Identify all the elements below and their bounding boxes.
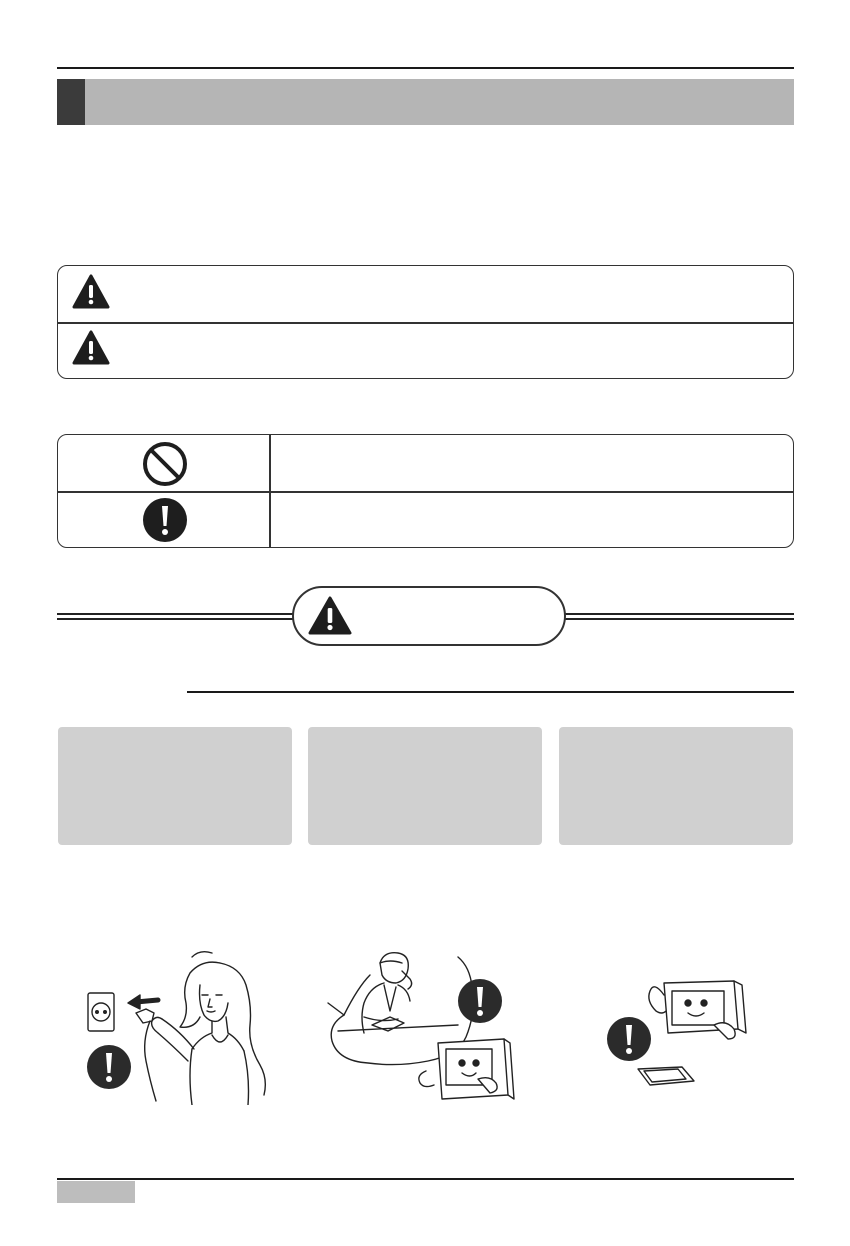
warning-banner	[292, 586, 566, 646]
title-accent-block	[57, 79, 85, 125]
instruction-card	[308, 727, 542, 845]
instruction-card	[58, 727, 292, 845]
section-rule	[187, 691, 794, 693]
card-text	[559, 727, 793, 751]
page-number-tab	[57, 1181, 135, 1203]
symbols-box	[57, 434, 794, 548]
mandatory-action-icon	[457, 978, 503, 1029]
prohibition-icon	[142, 441, 188, 492]
card-text	[308, 727, 542, 751]
mandatory-action-icon	[86, 1044, 132, 1095]
caution-icon	[72, 330, 110, 371]
signal-words-box	[57, 265, 794, 379]
warning-icon	[72, 274, 110, 315]
bottom-rule	[57, 1178, 794, 1180]
phone-service-illustration	[318, 945, 528, 1115]
warning-triangle-icon	[308, 596, 352, 641]
mandatory-action-icon	[142, 497, 188, 548]
top-rule	[57, 67, 794, 69]
section-title-bar	[57, 79, 794, 125]
banner-left-rule	[57, 613, 293, 620]
card-text	[58, 727, 292, 751]
mandatory-action-icon	[606, 1016, 652, 1067]
banner-right-rule	[565, 613, 794, 620]
divider	[58, 322, 793, 324]
instruction-card	[559, 727, 793, 845]
